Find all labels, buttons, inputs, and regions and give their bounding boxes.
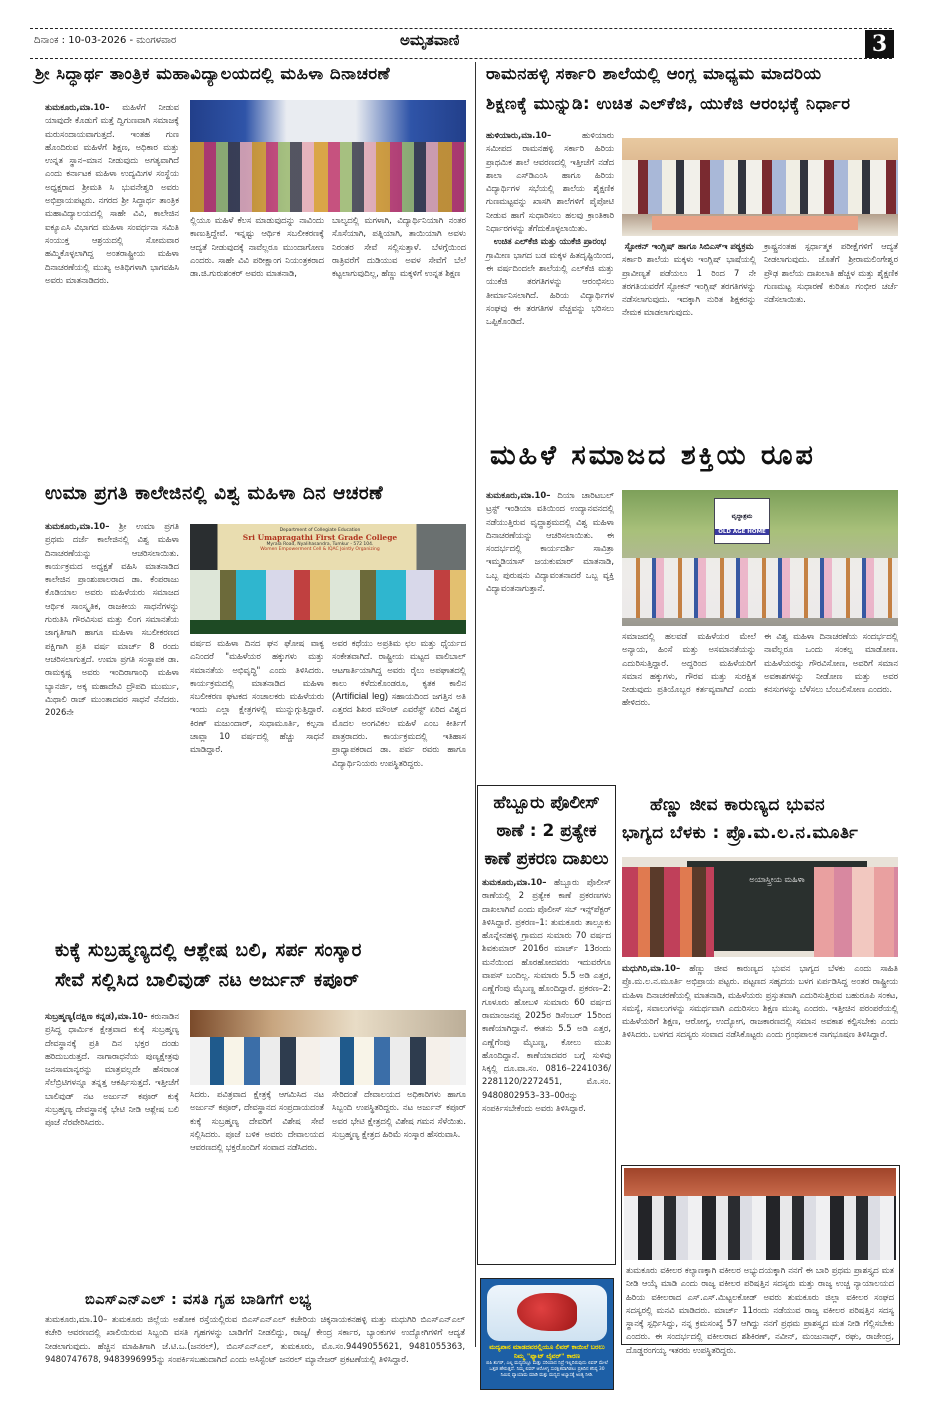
article-siddhartha-col1 (45, 101, 179, 474)
headline-ramanahalli-line1: ರಾಮನಹಳ್ಳಿ ಸರ್ಕಾರಿ ಶಾಲೆಯಲ್ಲಿ ಆಂಗ್ಲ ಮಾಧ್ಯಮ ಮಾದರಿಯ (486, 64, 822, 83)
article-kukke-col2: ಸಿದರು. ಪವಿತ್ರವಾದ ಕ್ಷೇತ್ರಕ್ಕೆ ಆಗಮಿಸಿದ ನಟ ಅರ್ಜುನ್ ಕಪೂರ್, ದೇವಸ್ಥಾನದ ಸಂಪ್ರದಾಯದಂತೆ ಕುಕ್ಕೆ ಸುಬ್ರಹ್ಮಣ್ಯ ದೇವರಿಗೆ ವಿಶೇಷ ಸೇವೆ ಸಲ್ಲಿಸಿದರು. ಪೂಜೆ ಬಳಿಕ ಅವರು ದೇವಾಲಯದ ಆವರಣದಲ್ಲಿ ಭಕ್ತರೊಂದಿಗೆ ಸಂವಾದ ನಡೆಸಿದರು. (190, 1089, 324, 1153)
masthead-top-rule (30, 28, 892, 29)
article-siddhartha-col3: ಬಾಲ್ಯದಲ್ಲಿ ಮಗಳಾಗಿ, ವಿದ್ಯಾರ್ಥಿನಿಯಾಗಿ ನಂತರ ಸೊಸೆಯಾಗಿ, ಪತ್ನಿಯಾಗಿ, ತಾಯಿಯಾಗಿ ಅವಳು ನಿರಂತರ ಸೇವೆ ಸಲ್ಲಿಸುತ್ತಾಳೆ. ಬೆಳಗ್ಗೆಯಿಂದ ರಾತ್ರಿವರೆಗೆ ದುಡಿಯುವ ಅವಳ ಸೇವೆಗೆ ಬೆಲೆ ಕಟ್ಟಲಾಗುವುದಿಲ್ಲ, ಹೆಣ್ಣು ಮಕ್ಕಳಿಗೆ ಉನ್ನತ ಶಿಕ್ಷಣ (332, 215, 466, 279)
banner-line: Department of Collegiate Education (279, 528, 361, 533)
article-siddhartha-col2: ಲ್ಲಿಯೂ ಮಹಿಳೆ ಕೆಲಸ ಮಾಡುವುದನ್ನು ನಾವಿಂದು ಕಾಣುತ್ತಿದ್ದೇವೆ. ಇನ್ನಷ್ಟು ಆರ್ಥಿಕ ಸಬಲೀಕರಣಕ್ಕೆ ಆದ್ಯತೆ ನೀಡುವುದಕ್ಕೆ ನಾವೆಲ್ಲರೂ ಮುಂದಾಗೋಣ ಎಂದರು. ಸಾಹೇ ವಿವಿ ಪರೀಕ್ಷಾಂಗ ನಿಯಂತ್ರಕರಾದ ಡಾ.ಜಿ.ಗುರುಶಂಕರ್ ಅವರು ಮಾತನಾಡಿ, (190, 215, 324, 279)
headline-siddhartha: ಶ್ರೀ ಸಿದ್ಧಾರ್ಥ ತಾಂತ್ರಿಕ ಮಹಾವಿದ್ಯಾಲಯದಲ್ಲಿ ಮಹಿಳಾ ದಿನಾಚರಣೆ (35, 64, 391, 83)
sign-text-kannada: ವೃದ್ಧಾಶ್ರಮ (731, 513, 753, 520)
photo-advocates-group (624, 1168, 896, 1260)
sign-text-english: OLD AGE HOME (715, 529, 769, 535)
photo-ramanahalli-group (622, 138, 898, 236)
article-uma-col2: ವರ್ಷದ ಮಹಿಳಾ ದಿನದ ಘನ ಘೋಷ ವಾಕ್ಯ ಎನಿಂದರೆ "ಮಹಿಳೆಯರ ಹಕ್ಕುಗಳು ಮತ್ತು ಸಮಾನತೆಯ ಅಭಿವೃದ್ಧಿ" ಎಂದು ತಿಳಿಸಿದರು. ಕಾರ್ಯಕ್ರಮದಲ್ಲಿ ಮಾತನಾಡಿದ ಮಹಿಳಾ ಸಬಲೀಕರಣ ಘಟಕದ ಸಂಚಾಲಕರು ಮಹಿಳೆಯರು ಇಂದು ಎಲ್ಲಾ ಕ್ಷೇತ್ರಗಳಲ್ಲಿ ಮುನ್ನುಗ್ಗುತ್ತಿದ್ದಾರೆ. ಕಿರಣ್ ಮಜುಂದಾರ್, ಸುಧಾಮೂರ್ತಿ, ಕಲ್ಪನಾ ಚಾವ್ಲಾ 10 ವರ್ಷದಲ್ಲಿ ಹೆಚ್ಚು ಸಾಧನೆ ಮಾಡಿದ್ದಾರೆ. (190, 638, 324, 755)
article-bsnl-body: ತುಮಕೂರು,ಮಾ.10– ತುಮಕೂರು ಜಿಲ್ಲೆಯ ಅಶೋಕ ರಸ್ತೆಯಲ್ಲಿರುವ ಬಿಎಸ್‌ಎನ್‌ಎಲ್ ಕಚೇರಿಯ ಚಿಕ್ಕನಾಯಕನಹಳ್ಳಿ ಮತ್ತು ಮಧುಗಿರಿ ಬಿಎಸ್‌ಎನ್‌ಎಲ್ ಕಚೇರಿ ಆವರಣದಲ್ಲಿ ಖಾಲಿಯಿರುವ ಸಿಬ್ಬಂದಿ ವಸತಿ ಗೃಹಗಳನ್ನು ಬಾಡಿಗೆಗೆ ನೀಡಲಿದ್ದು, ರಾಜ್ಯ/ ಕೇಂದ್ರ ಸರ್ಕಾರ, ಬ್ಯಾಂಕುಗಳ ಉದ್ಯೋಗಿಗಳಿಗೆ ಆದ್ಯತೆ ನೀಡಲಾಗುವುದು. ಹೆಚ್ಚಿನ ಮಾಹಿತಿಗಾಗಿ ಜೆ.ಟಿ.ಒ.(ಜನರಲ್), ಬಿಎಸ್‌ಎನ್‌ಎಲ್, ತುಮಕೂರು, ಮೊ.ಸಂ.9449055621, 9481055363, 9480747678, 9483996995ನ್ನು ಸಂಪರ್ಕಿಸಬಹುದಾಗಿದೆ ಎಂದು ಅಸಿಸ್ಟೆಂಟ್ ಜನರಲ್ ಮ್ಯಾನೇಜರ್ ಪ್ರಕಟಣೆಯಲ್ಲಿ ತಿಳಿಸಿದ್ದಾರೆ. (45, 1314, 465, 1364)
article-body: ಅವರ ಕಥೆಯು ಅಪ್ರತಿಮ ಛಲ ಮತ್ತು ಧೈರ್ಯದ ಸಂಕೇತವಾಗಿದೆ. ರಾಷ್ಟ್ರೀಯ ಮಟ್ಟದ ವಾಲಿಬಾಲ್ ಆಟಗಾರ್ತಿಯಾಗಿದ್ದ ಅವರು ರೈಲು ಅಪಘಾತದಲ್ಲಿ ಕಾಲು ಕಳೆದುಕೊಂಡರೂ, ಕೃತಕ ಕಾಲಿನ (332, 638, 466, 688)
article-uma-col3 (332, 637, 466, 930)
article-uma-col1 (45, 520, 179, 930)
dateline: ತುಮಕೂರು,ಮಾ.10– (486, 490, 551, 500)
blackboard-text: ಅಯಾಸ್ತ್ರೀಯ ಮಹಿಳಾ (749, 875, 805, 884)
dateline: ಮಧುಗಿರಿ,ಮಾ.10– (622, 963, 681, 973)
subhead: ಉಚಿತ ಎಲ್‌ಕೆಜಿ ಮತ್ತು ಯುಕೆಜಿ ಪ್ರಾರಂಭ (493, 236, 607, 247)
subhead: ಸ್ಪೋಕನ್ ಇಂಗ್ಲಿಷ್ ಹಾಗೂ ಸಿಬಿಎಸ್‌ಇ ಪಠ್ಯಕ್ರಮ (624, 241, 754, 251)
headline-bsnl: ಬಿಎಸ್‌ಎನ್‌ಎಲ್ : ವಸತಿ ಗೃಹ ಬಾಡಿಗೆಗೆ ಲಭ್ಯ (85, 1292, 312, 1308)
photo-siddhartha-group (190, 100, 466, 212)
banner-line: Women Empowerment Cell & IQAC Jointly Organizing (260, 547, 380, 552)
article-body: ದಿಯಾ ಚಾರಿಟಬಲ್ ಟ್ರಸ್ಟ್ ಇಂಡಿಯಾ ವತಿಯಿಂದ ಉದ್ಯಾನವನದಲ್ಲಿ ನಡೆಯುತ್ತಿರುವ ವೃದ್ಧಾಶ್ರಮದಲ್ಲಿ ವಿಶ್ವ ಮಹಿಳಾ ದಿನಾಚರಣೆಯನ್ನು ಆಚರಿಸಲಾಯಿತು. ಈ ಸಂದರ್ಭದಲ್ಲಿ ಕಾರ್ಯದರ್ಶಿ ಸಾವಿತ್ರಾ ಇಮ್ಮಡಿಯಾಸ್ ಜಯಕುಮಾರ್ ಮಾತನಾಡಿ, ಒಬ್ಬ ಪುರುಷನು ವಿದ್ಯಾವಂತನಾದರೆ ಒಬ್ಬ ವ್ಯಕ್ತಿ ವಿದ್ಯಾವಂತನಾಗುತ್ತಾನೆ. (486, 490, 614, 594)
dateline: ತುಮಕೂರು,ಮಾ.10– (45, 102, 110, 112)
ad-body: ಬಿಪಿ ಶುಗರ್, ಎಲ್ಲ ಮದ್ಯದಲ್ಲೂ ಮತ್ತು ಸರಿಯಾದ ನಿದ್ರೆ ಇಲ್ಲದಿರುವುದು ಲಿವರ್ ಮೇಲೆ ಒತ್ತಡ ಹೇರುತ್ತದೆ. ನಿಮ್ಮ ಲಿವರ್ ಆರೋಗ್ಯ ಸುರಕ್ಷಿತವಾಗಿಡಲು ಪ್ರತಿದಿನ ಕನಿಷ್ಠ 30 ನಿಮಿಷ ವ್ಯಾಯಾಮ ಮಾಡಿ ಮತ್ತು ಮದ್ಯದ ಅಭ್ಯಾಸಕ್ಕೆ ಅಂತ್ಯ ನೀಡಿ. (486, 1361, 608, 1378)
article-ramanahalli-col2 (622, 240, 756, 430)
article-body: ಹೆಬ್ಬೂರು ಪೊಲೀಸ್ ಠಾಣೆಯಲ್ಲಿ 2 ಪ್ರತ್ಯೇಕ ಕಾಣೆ ಪ್ರಕರಣಗಳು ದಾಖಲಾಗಿವೆ ಎಂದು ಪೊಲೀಸ್ ಸಬ್ ಇನ್ಸ್‌ಪೆಕ್ಟರ್ ತಿಳಿಸಿದ್ದಾರೆ. ಪ್ರಕರಣ–1: ತುಮಕೂರು ತಾಲ್ಲೂಕು ಹೊನ್ನೇನಹಳ್ಳಿ ಗ್ರಾಮದ ಸುಮಾರು 70 ವರ್ಷದ ಶಿವಕುಮಾರ್ 2016ರ ಮಾರ್ಚ್ 13ರಂದು ಮನೆಯಿಂದ ಹೊರಹೋದವರು ಇದುವರೆಗೂ ವಾಪಸ್ ಬಂದಿಲ್ಲ. ಸುಮಾರು 5.5 ಅಡಿ ಎತ್ತರ, ಎಣ್ಣೆಗೆಂಪು ಮೈಬಣ್ಣ ಹೊಂದಿದ್ದಾರೆ. ಪ್ರಕರಣ–2: ಗೂಳೂರು ಹೋಬಳಿ ಸುಮಾರು 60 ವರ್ಷದ ರಾಮಾಂಜನಪ್ಪ 2025ರ ಡಿಸೆಂಬರ್ 15ರಿಂದ ಕಾಣೆಯಾಗಿದ್ದಾನೆ. ಈತನು 5.5 ಅಡಿ ಎತ್ತರ, ಎಣ್ಣೆಗೆಂಪು ಮೈಬಣ್ಣ, ಕೋಲು ಮುಖ ಹೊಂದಿದ್ದಾನೆ. (482, 877, 611, 1060)
article-ramanahalli-col3: ಕ್ರಾಷ್ಟ್ರನಂತಹ ಸ್ಪರ್ಧಾತ್ಮಕ ಪರೀಕ್ಷೆಗಳಿಗೆ ಆದ್ಯತೆ ನೀಡಲಾಗುವುದು. ಜೊತೆಗೆ ಶ್ರೀರಾಮಲಿಂಗೇಶ್ವರ ಪ್ರೌಢ ಶಾಲೆಯ ದಾಖಲಾತಿ ಹೆಚ್ಚಳ ಮತ್ತು ಶೈಕ್ಷಣಿಕ ಗುಣಮಟ್ಟ ಸುಧಾರಣೆ ಕುರಿತೂ ಗಂಭೀರ ಚರ್ಚೆ ನಡೆಸಲಾಯಿತು. (764, 241, 898, 305)
dateline: ಸುಬ್ರಹ್ಮಣ್ಯ(ದಕ್ಷಿಣ ಕನ್ನಡ),ಮಾ.10– (45, 1011, 148, 1021)
dateline: ತುಮಕೂರು,ಮಾ.10– (482, 877, 547, 887)
article-body: ಕಾಣೆಯಾದವರ ಬಗ್ಗೆ ಸುಳಿವು ಸಿಕ್ಕಲ್ಲಿ ದೂ.ವಾ.ಸಂ. 0816–2241036/ 2281120/2272451, ಮೊ.ಸಂ. 9480802953–33–00ರನ್ನು ಸಂಪರ್ಕಿಸಬೇಕೆಂದು ಅವರು ತಿಳಿಸಿದ್ದಾರೆ. (482, 1049, 611, 1114)
banner-line: Sri Umapragathi First Grade College (242, 533, 398, 542)
article-mahile-col2: ಸಮಾಜದಲ್ಲಿ ಹಲವಡೆ ಮಹಿಳೆಯರ ಮೇಲೆ ಅನ್ಯಾಯ, ಹಿಂಸೆ ಮತ್ತು ಅಸಮಾನತೆಯನ್ನು ಎದುರಿಸುತ್ತಿದ್ದಾರೆ. ಅದ್ದರಿಂದ ಮಹಿಳೆಯರಿಗೆ ಸಮಾನ ಹಕ್ಕುಗಳು, ಗೌರವ ಮತ್ತು ಸುರಕ್ಷಿತ ನೀಡುವುದು ಪ್ರತಿಯೊಬ್ಬರ ಕರ್ತವ್ಯವಾಗಿದೆ ಎಂದು ಹೇಳಿದರು. (622, 631, 756, 708)
newspaper-name: ಅಮೃತವಾಣಿ (400, 31, 460, 49)
article-body: ಕರುನಾಡಿನ ಪ್ರಸಿದ್ಧ ಧಾರ್ಮಿಕ ಕ್ಷೇತ್ರವಾದ ಕುಕ್ಕೆ ಸುಬ್ರಹ್ಮಣ್ಯ ದೇವಸ್ಥಾನಕ್ಕೆ ಪ್ರತಿ ದಿನ ಭಕ್ತರ ದಂಡು ಹರಿದುಬರುತ್ತದೆ. ನಾಗಾರಾಧನೆಯ ಪುಣ್ಯಕ್ಷೇತ್ರವು ಜನಸಾಮಾನ್ಯರನ್ನು ಮಾತ್ರವಲ್ಲದೇ ಹೆಸರಾಂತ ಸೆಲೆಬ್ರಿಟಿಗಳನ್ನೂ ತನ್ನತ್ತ ಆಕರ್ಷಿಸುತ್ತದೆ. ಇತ್ತೀಚೆಗೆ ಬಾಲಿವುಡ್ ನಟ ಅರ್ಜುನ್ ಕಪೂರ್ ಕುಕ್ಕೆ ಸುಬ್ರಹ್ಮಣ್ಯ ದೇವಸ್ಥಾನಕ್ಕೆ ಭೇಟಿ ನೀಡಿ ಆಶ್ಲೇಷ ಬಲಿ ಪೂಜೆ ನೆರವೇರಿಸಿದರು. (45, 1011, 179, 1128)
article-body: ಮಹಿಳೆಗೆ ನೀಡುವ ಯಾವುದೇ ಕೊಡುಗೆ ಮತ್ತೆ ದ್ವಿಗುಣವಾಗಿ ಸಮಾಜಕ್ಕೆ ಮರುಸಂದಾಯವಾಗುತ್ತದೆ. ಇಂತಹ ಗುಣ ಹೊಂದಿರುವ ಮಹಿಳೆಗೆ ಶಿಕ್ಷಣ, ಅಧಿಕಾರ ಮತ್ತು ಉನ್ನತ ಸ್ಥಾನ–ಮಾನ ನೀಡುವುದು ಅಗತ್ಯವಾಗಿದೆ ಎಂದು ಕರ್ನಾಟಕ ಮಹಿಳಾ ಉದ್ಯಮಿಗಳ ಸಂಸ್ಥೆಯ ಅಧ್ಯಕ್ಷರಾದ ಶ್ರೀಮತಿ ಸಿ ಭುವನೇಶ್ವರಿ ಅವರು ಅಭಿಪ್ರಾಯಪಟ್ಟರು. ನಗರದ ಶ್ರೀ ಸಿದ್ಧಾರ್ಥ ತಾಂತ್ರಿಕ ಮಹಾವಿದ್ಯಾಲಯದಲ್ಲಿ ಸಾಹೇ ವಿವಿ, ಕಾಲೇಜಿನ ಐಕ್ಯೂಎಸಿ ವಿಭಾಗದ ಮಹಿಳಾ ಸಂವರ್ಧನಾ ಸಮಿತಿ ಸಂಯುಕ್ತ ಆಶ್ರಯದಲ್ಲಿ ಸೋಮವಾರ ಹಮ್ಮಿಕೊಳ್ಳಲಾಗಿದ್ದ ಅಂತರಾಷ್ಟ್ರೀಯ ಮಹಿಳಾ ದಿನಾಚರಣೆಯಲ್ಲಿ ಮುಖ್ಯ ಅತಿಥಿಗಳಾಗಿ ಭಾಗವಹಿಸಿ ಅವರು ಮಾತನಾಡಿದರು. (45, 102, 179, 285)
headline-uma-pragathi: ಉಮಾ ಪ್ರಗತಿ ಕಾಲೇಜಿನಲ್ಲಿ ವಿಶ್ವ ಮಹಿಳಾ ದಿನ ಆಚರಣೆ (45, 483, 384, 504)
hebburu-box (477, 785, 616, 1265)
photo-arjun-kapoor-temple (190, 1010, 466, 1085)
article-body: ಹುಳಿಯಾರು ಸಮೀಪದ ರಾಮನಹಳ್ಳಿ ಸರ್ಕಾರಿ ಹಿರಿಯ ಪ್ರಾಥಮಿಕ ಶಾಲೆ ಆವರಣದಲ್ಲಿ ಇತ್ತೀಚೆಗೆ ನಡೆದ ಶಾಲಾ ಎಸ್‌ಡಿಎಂಸಿ ಹಾಗೂ ಹಿರಿಯ ವಿದ್ಯಾರ್ಥಿಗಳ ಸಭೆಯಲ್ಲಿ ಶಾಲೆಯ ಶೈಕ್ಷಣಿಕ ಗುಣಮಟ್ಟವನ್ನು ಖಾಸಗಿ ಶಾಲೆಗಳಿಗೆ ಪೈಪೋಟಿ ನೀಡುವ ಹಾಗೆ ಸುಧಾರಿಸಲು ಹಲವು ಕ್ರಾಂತಿಕಾರಿ ನಿರ್ಧಾರಗಳನ್ನು ತೆಗೆದುಕೊಳ್ಳಲಾಯಿತು. (486, 130, 614, 234)
headline-hennu-jeeva-line2: ಭಾಗ್ಯದ ಬೆಳಕು : ಪ್ರೊ.ಮ.ಲ.ನ.ಮೂರ್ತಿ (622, 823, 859, 843)
photo-old-age-home (622, 490, 898, 626)
headline-ramanahalli-line2: ಶಿಕ್ಷಣಕ್ಕೆ ಮುನ್ನುಡಿ: ಉಚಿತ ಎಲ್‌ಕೆಜಿ, ಯುಕೆಜಿ ಆರಂಭಕ್ಕೆ ನಿರ್ಧಾರ (486, 94, 851, 113)
banner-line: Myrala Road, Nyalihasandra, Tumkur - 572 104. (266, 542, 374, 547)
headline-hebburu: ಹೆಬ್ಬೂರು ಪೊಲೀಸ್ ಠಾಣೆ : 2 ಪ್ರತ್ಯೇಕ ಕಾಣೆ ಪ್ರಕರಣ ದಾಖಲು (484, 793, 609, 869)
ad-illustration (487, 1285, 607, 1341)
article-body: ಸರ್ಕಾರಿ ಶಾಲೆಯ ಮಕ್ಕಳು ಇಂಗ್ಲಿಷ್ ಭಾಷೆಯಲ್ಲಿ ಪ್ರಾವೀಣ್ಯತೆ ಪಡೆಯಲು 1 ರಿಂದ 7 ನೇ ತರಗತಿಯವರೆಗೆ ಸ್ಪೋಕನ್ ಇಂಗ್ಲಿಷ್ ತರಗತಿಗಳನ್ನು ನಡೆಸಲಾಗುವುದು. ಇದಕ್ಕಾಗಿ ನುರಿತ ಶಿಕ್ಷಕರನ್ನು ನೇಮಕ ಮಾಡಲಾಗುವುದು. (622, 254, 756, 318)
article-body: ಗ್ರಾಮೀಣ ಭಾಗದ ಬಡ ಮಕ್ಕಳ ಹಿತದೃಷ್ಟಿಯಿಂದ, ಈ ವರ್ಷದಿಂದಲೇ ಶಾಲೆಯಲ್ಲಿ ಎಲ್‌ಕೆಜಿ ಮತ್ತು ಯುಕೆಜಿ ತರಗತಿಗಳನ್ನು ಆರಂಭಿಸಲು ತೀರ್ಮಾನಿಸಲಾಗಿದೆ. ಹಿರಿಯ ವಿದ್ಯಾರ್ಥಿಗಳ ಸಂಘವು ಈ ತರಗತಿಗಳ ವೆಚ್ಚವನ್ನು ಭರಿಸಲು ಒಪ್ಪಿಕೊಂಡಿದೆ. (486, 249, 614, 327)
issue-date: ದಿನಾಂಕ : 10-03-2026 - ಮಂಗಳವಾರ (34, 35, 177, 46)
article-body: ಶ್ರೀ ಉಮಾ ಪ್ರಗತಿ ಪ್ರಥಮ ದರ್ಜೆ ಕಾಲೇಜಿನಲ್ಲಿ ವಿಶ್ವ ಮಹಿಳಾ ದಿನಾಚರಣೆಯನ್ನು ಆಚರಿಸಲಾಯಿತು. ಕಾರ್ಯಕ್ರಮದ ಅಧ್ಯಕ್ಷತೆ ವಹಿಸಿ ಮಾತನಾಡಿದ ಕಾಲೇಜಿನ ಪ್ರಾಂಶುಪಾಲರಾದ ಡಾ. ಕೆಂಪರಾಜು ಕೊಡಿಯಾಲ ಅವರು ಮಹಿಳೆಯರು ಸಮಾಜದ ಆರ್ಥಿಕ ಸಾಂಸ್ಕೃತಿಕ, ರಾಜಕೀಯ ಸಾಧನೆಗಳನ್ನು ಗುರುತಿಸಿ ಗೌರವಿಸುವ ಮತ್ತು ಲಿಂಗ ಸಮಾನತೆಯ ಜಾಗೃತಿಗಾಗಿ ಹಾಗೂ ಮಹಿಳಾ ಸಬಲೀಕರಣದ ಪಕ್ಷಿಗಾಗಿ ಪ್ರತಿ ವರ್ಷ ಮಾರ್ಚ್ 8 ರಂದು ಆಚರಿಸಲಾಗುತ್ತದೆ. ಉಮಾ ಪ್ರಗತಿ ಸಂಸ್ಥಾಪಕ ಡಾ. ರಾಮಕೃಷ್ಣ ಅವರು ಇಂದಿರಾಗಾಂಧಿ ಮಹಿಳಾ ಬ್ಯಾನರ್ಜಿ, ಅಕ್ಕ ಮಹಾದೇವಿ ದ್ರೌಪದಿ ಮುರ್ಮು, ಮಿಥಾಲಿ ರಾಜ್ ಮುಂತಾದವರ ಸಾಧನೆ ನೆನೆದರು. 2026ನೇ (45, 521, 180, 718)
liver-health-ad[interactable] (480, 1278, 614, 1390)
headline-mahile-samaja: ಮಹಿಳೆ ಸಮಾಜದ ಶಕ್ತಿಯ ರೂಪ (490, 440, 816, 471)
page-number: 3 (865, 30, 894, 58)
photo-hennu-jeeva (622, 857, 898, 957)
article-hennu-jeeva-body (622, 962, 898, 1167)
ad-headline: ಮದ್ಯಪಾನ ಮಾಡದವರಲ್ಲಿಯೂ ಲಿವರ್ ಕಾಯಿಲೆ ಬರಲು ನಿಮ್ಮ "ಫ್ಯಾಟ್ ಲೈವರ್" ಕಾರಣ (489, 1343, 605, 1360)
article-advocates-body: ತುಮಕೂರು ವಕೀಲರ ಕಲ್ಯಾಣಕ್ಕಾಗಿ ವಕೀಲರ ಅಭ್ಯುದಯಕ್ಕಾಗಿ ನನಗೆ ಈ ಬಾರಿ ಪ್ರಥಮ ಪ್ರಾಶಸ್ತ್ಯದ ಮತ ನೀಡಿ ಆಯ್ಕೆ ಮಾಡಿ ಎಂದು ರಾಜ್ಯ ವಕೀಲರ ಪರಿಷತ್ತಿನ ಸದಸ್ಯರು ಮತ್ತು ರಾಜ್ಯ ಉಚ್ಚ ನ್ಯಾಯಾಲಯದ ಹಿರಿಯ ವಕೀಲರಾದ ಎಸ್.ಎಸ್.ಮಿಟ್ಟಲಕೋಡ್ ಅವರು ತುಮಕೂರು ಜಿಲ್ಲಾ ವಕೀಲರ ಸಂಘದ ಸದಸ್ಯರಲ್ಲಿ ಮನವಿ ಮಾಡಿದರು. ಮಾರ್ಚ್ 11ರಂದು ನಡೆಯುವ ರಾಜ್ಯ ವಕೀಲರ ಪರಿಷತ್ತಿನ ಸದಸ್ಯ ಸ್ಥಾನಕ್ಕೆ ಸ್ಪರ್ಧಿಸಿದ್ದು, ನನ್ನ ಕ್ರಮಸಂಖ್ಯೆ 57 ಆಗಿದ್ದು ನನಗೆ ಪ್ರಥಮ ಪ್ರಾಶಸ್ತ್ಯದ ಮತ ನೀಡಿ ಗೆಲ್ಲಿಸಬೇಕು ಎಂದರು. ಈ ಸಂದರ್ಭದಲ್ಲಿ ವಕೀಲರಾದ ಶಶಿಕಿರಣ್, ನವೀನ್, ಮಂಜುನಾಥ್, ರಘು, ರಾಜೇಂದ್ರ, ದೊಡ್ಡರಂಗಯ್ಯ ಇತರರು ಉಪಸ್ಥಿತರಿದ್ದರು. (626, 1265, 894, 1355)
column-divider (475, 62, 476, 1347)
college-banner (235, 528, 405, 570)
dateline: ಹುಳಿಯಾರು,ಮಾ.10– (486, 130, 552, 140)
article-mahile-col3: ಈ ವಿಶ್ವ ಮಹಿಳಾ ದಿನಾಚರಣೆಯ ಸಂದರ್ಭದಲ್ಲಿ ನಾವೆಲ್ಲರೂ ಒಂದು ಸಂಕಲ್ಪ ಮಾಡೋಣ. ಮಹಿಳೆಯರನ್ನು ಗೌರವಿಸೋಣ, ಅವರಿಗೆ ಸಮಾನ ಅವಕಾಶಗಳನ್ನು ನೀಡೋಣ ಮತ್ತು ಅವರ ಕನಸುಗಳನ್ನು ಬೆಳೆಸಲು ಬೆಂಬಲಿಸೋಣ ಎಂದರು. (764, 631, 898, 695)
article-mahile-col1 (486, 489, 614, 774)
masthead-bottom-rule (30, 58, 892, 59)
dateline: ತುಮಕೂರು,ಮಾ.10– (45, 521, 110, 531)
article-body-english: (Artificial leg) (332, 691, 389, 703)
article-body: ಸಹಾಯದಿಂದ ಜಗತ್ತಿನ ಅತಿ ಎತ್ತರದ ಶಿಖರ ಮೌಂಟ್ ಎವರೆಸ್ಟ್ ಏರಿದ ವಿಶ್ವದ ಮೊದಲ ಅಂಗವಿಕಲ ಮಹಿಳೆ ಎಂಬ ಕೀರ್ತಿಗೆ ಪಾತ್ರರಾದರು. ಕಾರ್ಯಕ್ರಮದಲ್ಲಿ ಇತಿಹಾಸ ಪ್ರಾಧ್ಯಾಪಕರಾದ ಡಾ. ಪರ್ವ ರವರು ಹಾಗೂ ವಿದ್ಯಾರ್ಥಿನಿಯರು ಉಪಸ್ಥಿತರಿದ್ದರು. (332, 691, 466, 768)
article-hebburu-body (478, 876, 615, 1201)
headline-kukke-line1: ಕುಕ್ಕೆ ಸುಬ್ರಹ್ಮಣ್ಯದಲ್ಲಿ ಆಶ್ಲೇಷ ಬಲಿ, ಸರ್ಪ ಸಂಸ್ಕಾರ (55, 940, 362, 961)
article-body: ಹೆಣ್ಣು ಜೀವ ಕಾರುಣ್ಯದ ಭುವನ ಭಾಗ್ಯದ ಬೆಳಕು ಎಂದು ಸಾಹಿತಿ ಪ್ರೊ.ಮ.ಲ.ನ.ಮೂರ್ತಿ ಅಭಿಪ್ರಾಯ ಪಟ್ಟರು. ಪಟ್ಟಣದ ಸಹೃದಯ ಬಳಗ ಏರ್ಪಡಿಸಿದ್ದ ಅಂತರ ರಾಷ್ಟ್ರೀಯ ಮಹಿಳಾ ದಿನಾಚರಣೆಯಲ್ಲಿ ಮಾತನಾಡಿ, ಮಹಿಳೆಯರು ಪ್ರಸ್ತುತವಾಗಿ ಎದುರಿಸುತ್ತಿರುವ ಬಹುರೂಪಿ ಸಂಕಟ, ಸಮಸ್ಯೆ, ಸವಾಲುಗಳನ್ನು ಸಮರ್ಥವಾಗಿ ಎದುರಿಸಲು ಶಿಕ್ಷಣ ಮುಖ್ಯ ಎಂದರು. ಇತ್ತೀಚಿನ ಪರಂಪರೆಯಲ್ಲಿ ಮಹಿಳೆಯರಿಗೆ ಶಿಕ್ಷಣ, ಆರೋಗ್ಯ, ಉದ್ಯೋಗ, ರಾಜಕಾರಣದಲ್ಲಿ ಸಮಾನ ಅವಕಾಶ ಕಲ್ಪಿಸಬೇಕು ಎಂದು ತಿಳಿಸಿದರು. ಬಳಗದ ಸದಸ್ಯರು ಸಂವಾದ ನಡೆಸಿಕೊಟ್ಟರು ಎಂದು ಗ್ರಂಥಪಾಲಕ ನಾಗಭೂಷಣ ತಿಳಿಸಿದ್ದಾರೆ. (622, 963, 898, 1040)
photo-uma-pragathi-event (190, 524, 466, 634)
headline-kukke-line2: ಸೇವೆ ಸಲ್ಲಿಸಿದ ಬಾಲಿವುಡ್ ನಟ ಅರ್ಜುನ್ ಕಪೂರ್ (55, 970, 360, 991)
headline-hennu-jeeva-line1: ಹೆಣ್ಣು ಜೀವ ಕಾರುಣ್ಯದ ಭುವನ (650, 795, 826, 815)
article-ramanahalli-col1 (486, 129, 614, 429)
old-age-home-sign (714, 498, 770, 544)
article-kukke-col1 (45, 1010, 179, 1282)
liver-icon (517, 1293, 577, 1331)
advocates-box (621, 1165, 900, 1355)
article-kukke-col3: ಸೇರಿದಂತೆ ದೇವಾಲಯದ ಅಧಿಕಾರಿಗಳು ಹಾಗೂ ಸಿಬ್ಬಂದಿ ಉಪಸ್ಥಿತರಿದ್ದರು. ನಟ ಅರ್ಜುನ್ ಕಪೂರ್ ಅವರ ಭೇಟಿ ಕ್ಷೇತ್ರದಲ್ಲಿ ವಿಶೇಷ ಗಮನ ಸೆಳೆಯಿತು. ಸುಬ್ರಹ್ಮಣ್ಯ ಕ್ಷೇತ್ರದ ಹಿರಿಮೆ ಸಂಸ್ಕಾರ ಹೆಸರುವಾಸಿ. (332, 1089, 466, 1139)
